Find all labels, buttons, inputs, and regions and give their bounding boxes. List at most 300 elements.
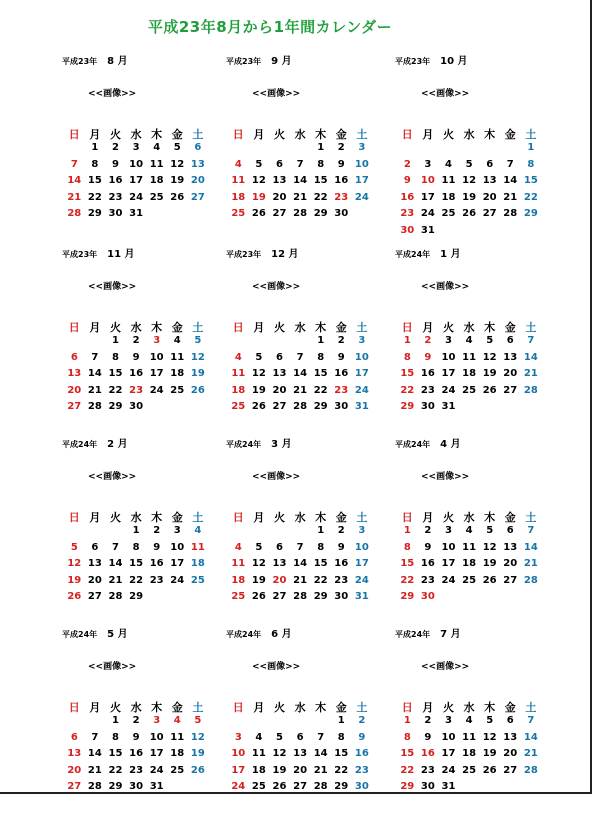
day-cell: 30 (354, 781, 369, 793)
empty-cell (500, 140, 521, 157)
weekday-label: 月 (253, 701, 265, 714)
day-cell: 26 (251, 401, 266, 413)
weekday-label: 水 (130, 128, 142, 141)
day-cell: 18 (190, 558, 205, 570)
day-cell: 28 (313, 781, 328, 793)
day-cell: 24 (170, 574, 185, 586)
day-cell: 10 (149, 351, 164, 363)
image-placeholder: <<画像>> (252, 472, 301, 482)
weekday-label: 火 (109, 511, 121, 524)
day-cell: 7 (70, 158, 78, 170)
image-placeholder: <<画像>> (88, 282, 137, 292)
weekday-label: 水 (463, 701, 475, 714)
day-cell: 25 (231, 591, 246, 603)
day-cell: 20 (67, 764, 82, 776)
day-cell: 21 (293, 384, 308, 396)
month-header (226, 435, 292, 450)
day-cell: 8 (112, 351, 119, 363)
day-cell: 10 (231, 748, 246, 760)
empty-cell (290, 140, 311, 157)
day-cell: 30 (108, 208, 123, 220)
day-cell: 22 (313, 191, 328, 203)
day-cell: 4 (465, 335, 473, 346)
day-cell: 24 (420, 208, 435, 220)
day-cell: 23 (334, 574, 349, 586)
day-cell: 24 (441, 574, 456, 586)
day-cell: 11 (462, 351, 477, 363)
day-cell: 10 (170, 541, 185, 553)
weekday-label: 金 (171, 321, 183, 334)
day-cell: 21 (523, 558, 538, 570)
day-cell: 11 (251, 748, 266, 760)
day-cell: 17 (231, 764, 246, 776)
day-cell: 9 (153, 541, 161, 553)
day-cell: 4 (234, 541, 242, 553)
day-cell: 26 (190, 384, 205, 396)
day-cell: 5 (465, 158, 473, 170)
era-label: 平成24年 (395, 440, 431, 449)
weekday-label: 土 (525, 128, 537, 141)
day-cell: 11 (462, 731, 477, 743)
empty-cell (290, 713, 311, 730)
day-cell: 18 (462, 748, 477, 760)
day-cell: 22 (129, 574, 144, 586)
weekday-label: 火 (109, 128, 121, 141)
day-cell: 19 (482, 368, 497, 380)
month-calendar (395, 435, 565, 623)
day-cell: 13 (272, 368, 287, 380)
day-cell: 11 (149, 158, 164, 170)
day-cell: 29 (400, 591, 415, 603)
weekday-label: 火 (273, 701, 285, 714)
day-cell: 13 (293, 748, 308, 760)
month-calendar (62, 245, 232, 433)
day-cell: 7 (527, 335, 535, 346)
day-cell: 26 (67, 591, 82, 603)
empty-cell (290, 333, 311, 350)
weekday-label: 金 (504, 511, 516, 524)
weekday-label: 月 (89, 511, 101, 524)
weekday-label: 金 (504, 128, 516, 141)
days-grid (228, 713, 372, 796)
month-number: 8 月 (107, 56, 128, 67)
day-cell: 27 (503, 764, 518, 776)
weekday-label: 日 (401, 321, 413, 334)
day-cell: 28 (293, 208, 308, 220)
empty-cell (64, 523, 85, 540)
day-cell: 14 (87, 368, 102, 380)
day-cell: 11 (462, 541, 477, 553)
day-cell: 19 (482, 748, 497, 760)
weekday-label: 火 (442, 128, 454, 141)
month-calendar (395, 625, 565, 813)
day-cell: 27 (503, 384, 518, 396)
era-label: 平成23年 (226, 57, 262, 66)
day-cell: 19 (67, 574, 82, 586)
day-cell: 22 (334, 764, 349, 776)
day-cell: 24 (149, 384, 164, 396)
day-cell: 3 (445, 335, 452, 346)
day-cell: 6 (194, 142, 202, 153)
day-cell: 6 (506, 715, 514, 726)
image-placeholder: <<画像>> (421, 472, 470, 482)
day-cell: 9 (424, 351, 432, 363)
empty-cell (85, 523, 106, 540)
day-cell: 20 (272, 574, 287, 586)
day-cell: 2 (424, 525, 432, 536)
day-cell: 9 (424, 541, 432, 553)
image-placeholder: <<画像>> (421, 662, 470, 672)
day-cell: 27 (190, 191, 205, 203)
day-cell: 6 (91, 541, 99, 553)
day-cell: 25 (462, 384, 477, 396)
day-cell: 2 (112, 142, 119, 153)
month-number: 4 月 (440, 439, 461, 450)
empty-cell (290, 523, 311, 540)
day-cell: 22 (87, 191, 102, 203)
day-cell: 24 (441, 384, 456, 396)
day-cell: 7 (527, 525, 535, 536)
day-cell: 20 (272, 191, 287, 203)
day-cell: 24 (231, 781, 246, 793)
empty-cell (64, 713, 85, 730)
day-cell: 5 (194, 715, 202, 726)
weekday-label: 土 (525, 511, 537, 524)
day-cell: 28 (523, 764, 538, 776)
image-placeholder: <<画像>> (88, 662, 137, 672)
month-number: 7 月 (440, 629, 461, 640)
weekday-label: 金 (171, 128, 183, 141)
empty-cell (249, 713, 270, 730)
weekday-label: 月 (422, 128, 434, 141)
day-cell: 24 (354, 384, 369, 396)
empty-cell (85, 333, 106, 350)
day-cell: 15 (108, 368, 123, 380)
day-cell: 11 (170, 351, 185, 363)
day-cell: 20 (503, 558, 518, 570)
day-cell: 8 (403, 351, 411, 363)
weekday-label: 土 (525, 701, 537, 714)
day-cell: 22 (400, 764, 415, 776)
day-cell: 2 (153, 525, 161, 536)
weekday-label: 日 (232, 511, 244, 524)
day-cell: 8 (337, 731, 345, 743)
day-cell: 5 (486, 715, 494, 726)
day-cell: 9 (132, 351, 140, 363)
day-cell: 19 (462, 191, 477, 203)
weekday-label: 木 (151, 128, 163, 141)
day-cell: 25 (231, 401, 246, 413)
day-cell: 19 (170, 175, 185, 187)
day-cell: 15 (313, 368, 328, 380)
day-cell: 5 (173, 142, 181, 153)
day-cell: 6 (276, 541, 283, 553)
day-cell: 1 (112, 335, 119, 346)
day-cell: 17 (129, 175, 144, 187)
day-cell: 26 (170, 191, 185, 203)
day-cell: 17 (149, 368, 164, 380)
day-cell: 25 (441, 208, 456, 220)
image-placeholder: <<画像>> (88, 472, 137, 482)
day-cell: 29 (334, 781, 349, 793)
day-cell: 11 (231, 558, 246, 570)
month-header (226, 52, 292, 67)
day-cell: 13 (87, 558, 102, 570)
day-cell: 11 (441, 175, 456, 187)
weekday-label: 水 (463, 511, 475, 524)
weekday-label: 火 (273, 321, 285, 334)
day-cell: 17 (441, 558, 456, 570)
weekday-label: 金 (171, 701, 183, 714)
weekday-label: 木 (315, 128, 327, 141)
month-header (62, 52, 128, 67)
day-cell: 10 (129, 158, 144, 170)
day-cell: 20 (190, 175, 205, 187)
day-cell: 12 (251, 368, 266, 380)
day-cell: 29 (108, 781, 123, 793)
day-cell: 25 (231, 208, 246, 220)
day-cell: 27 (67, 781, 82, 793)
day-cell: 31 (354, 591, 369, 603)
month-header (395, 625, 461, 640)
day-cell: 1 (527, 142, 535, 153)
day-cell: 16 (420, 558, 435, 570)
day-cell: 10 (441, 351, 456, 363)
day-cell: 17 (354, 558, 369, 570)
day-cell: 4 (234, 158, 242, 170)
day-cell: 16 (334, 175, 349, 187)
day-cell: 21 (87, 384, 102, 396)
day-cell: 3 (445, 525, 452, 536)
day-cell: 14 (293, 368, 308, 380)
day-cell: 13 (67, 748, 82, 760)
day-cell: 3 (153, 715, 161, 726)
day-cell: 16 (354, 748, 369, 760)
day-cell: 13 (272, 175, 287, 187)
day-cell: 5 (276, 731, 283, 743)
day-cell: 4 (255, 731, 263, 743)
day-cell: 15 (400, 748, 415, 760)
day-cell: 23 (334, 384, 349, 396)
day-cell: 31 (441, 781, 456, 793)
day-cell: 5 (194, 335, 202, 346)
day-cell: 24 (149, 764, 164, 776)
day-cell: 18 (462, 368, 477, 380)
day-cell: 15 (108, 748, 123, 760)
day-cell: 9 (132, 731, 140, 743)
days-grid (397, 713, 541, 796)
day-cell: 4 (173, 335, 181, 346)
day-cell: 5 (486, 335, 494, 346)
day-cell: 4 (465, 715, 473, 726)
day-cell: 17 (441, 748, 456, 760)
day-cell: 1 (403, 525, 411, 536)
month-header (395, 52, 468, 67)
day-cell: 14 (503, 175, 518, 187)
day-cell: 25 (170, 384, 185, 396)
day-cell: 18 (441, 191, 456, 203)
weekday-label: 火 (273, 511, 285, 524)
day-cell: 1 (403, 335, 411, 346)
month-header (62, 625, 128, 640)
days-grid (397, 140, 541, 240)
day-cell: 3 (358, 142, 366, 153)
day-cell: 22 (400, 574, 415, 586)
weekday-label: 土 (525, 321, 537, 334)
day-cell: 13 (503, 541, 518, 553)
weekday-label: 土 (356, 321, 368, 334)
day-cell: 8 (527, 158, 535, 170)
weekday-label: 日 (232, 321, 244, 334)
day-cell: 16 (400, 191, 415, 203)
day-cell: 13 (190, 158, 205, 170)
weekday-label: 火 (273, 128, 285, 141)
day-cell: 29 (108, 401, 123, 413)
day-cell: 2 (132, 335, 140, 346)
day-cell: 12 (272, 748, 287, 760)
day-cell: 3 (153, 335, 161, 346)
day-cell: 15 (313, 175, 328, 187)
weekday-label: 土 (192, 701, 204, 714)
day-cell: 14 (67, 175, 82, 187)
month-number: 2 月 (107, 439, 128, 450)
day-cell: 30 (420, 781, 435, 793)
era-label: 平成23年 (395, 57, 431, 66)
day-cell: 28 (67, 208, 82, 220)
weekday-label: 金 (335, 511, 347, 524)
day-cell: 12 (190, 351, 205, 363)
page-title: 平成23年8月から1年間カレンダー (147, 18, 393, 36)
era-label: 平成24年 (62, 630, 98, 639)
weekday-label: 木 (484, 321, 496, 334)
day-cell: 10 (354, 351, 369, 363)
empty-cell (249, 140, 270, 157)
weekday-label: 火 (109, 321, 121, 334)
day-cell: 4 (173, 715, 181, 726)
month-header (62, 245, 135, 260)
day-cell: 1 (403, 715, 411, 726)
weekday-label: 日 (232, 128, 244, 141)
day-cell: 7 (296, 351, 304, 363)
day-cell: 26 (462, 208, 477, 220)
day-cell: 8 (132, 541, 140, 553)
empty-cell (269, 140, 290, 157)
day-cell: 10 (420, 175, 435, 187)
day-cell: 20 (503, 748, 518, 760)
day-cell: 31 (441, 401, 456, 413)
month-calendar (62, 625, 232, 813)
weekday-label: 月 (422, 511, 434, 524)
day-cell: 20 (482, 191, 497, 203)
day-cell: 11 (231, 368, 246, 380)
day-cell: 17 (420, 191, 435, 203)
image-placeholder: <<画像>> (252, 89, 301, 99)
empty-cell (249, 523, 270, 540)
day-cell: 25 (170, 764, 185, 776)
day-cell: 15 (334, 748, 349, 760)
image-placeholder: <<画像>> (421, 282, 470, 292)
day-cell: 5 (255, 351, 263, 363)
day-cell: 20 (503, 368, 518, 380)
day-cell: 26 (272, 781, 287, 793)
day-cell: 27 (272, 591, 287, 603)
day-cell: 20 (87, 574, 102, 586)
day-cell: 10 (441, 541, 456, 553)
day-cell: 18 (231, 574, 246, 586)
day-cell: 15 (87, 175, 102, 187)
day-cell: 7 (296, 158, 304, 170)
day-cell: 23 (149, 574, 164, 586)
month-number: 5 月 (107, 629, 128, 640)
day-cell: 23 (420, 764, 435, 776)
day-cell: 15 (313, 558, 328, 570)
day-cell: 24 (354, 191, 369, 203)
days-grid (228, 140, 372, 223)
weekday-label: 日 (232, 701, 244, 714)
day-cell: 12 (251, 558, 266, 570)
day-cell: 3 (445, 715, 452, 726)
day-cell: 3 (173, 525, 181, 536)
day-cell: 29 (523, 208, 538, 220)
day-cell: 26 (251, 591, 266, 603)
day-cell: 16 (108, 175, 123, 187)
day-cell: 4 (445, 158, 452, 170)
month-number: 3 月 (271, 439, 292, 450)
day-cell: 5 (70, 541, 78, 553)
day-cell: 15 (400, 558, 415, 570)
era-label: 平成23年 (226, 250, 262, 259)
weekday-label: 日 (68, 701, 80, 714)
day-cell: 25 (251, 781, 266, 793)
day-cell: 21 (503, 191, 518, 203)
day-cell: 30 (420, 401, 435, 413)
empty-cell (64, 333, 85, 350)
day-cell: 9 (358, 731, 366, 743)
month-calendar (395, 245, 565, 433)
day-cell: 2 (337, 525, 345, 536)
era-label: 平成23年 (62, 57, 98, 66)
day-cell: 18 (231, 384, 246, 396)
day-cell: 18 (251, 764, 266, 776)
image-placeholder: <<画像>> (88, 89, 137, 99)
weekday-label: 水 (294, 321, 306, 334)
day-cell: 8 (317, 351, 325, 363)
image-placeholder: <<画像>> (252, 662, 301, 672)
day-cell: 3 (424, 158, 432, 170)
day-cell: 28 (523, 384, 538, 396)
month-calendar (226, 625, 396, 813)
day-cell: 20 (272, 384, 287, 396)
weekday-label: 月 (89, 128, 101, 141)
day-cell: 30 (420, 591, 435, 603)
day-cell: 17 (170, 558, 185, 570)
day-cell: 3 (358, 525, 366, 536)
month-calendar (226, 435, 396, 623)
day-cell: 11 (231, 175, 246, 187)
day-cell: 27 (67, 401, 82, 413)
weekday-label: 金 (504, 701, 516, 714)
weekday-label: 日 (68, 321, 80, 334)
weekday-label: 水 (463, 128, 475, 141)
day-cell: 26 (482, 574, 497, 586)
day-cell: 11 (190, 541, 205, 553)
day-cell: 28 (108, 591, 123, 603)
day-cell: 4 (234, 351, 242, 363)
day-cell: 7 (112, 541, 119, 553)
day-cell: 30 (129, 781, 144, 793)
empty-cell (418, 140, 439, 157)
day-cell: 7 (91, 731, 99, 743)
